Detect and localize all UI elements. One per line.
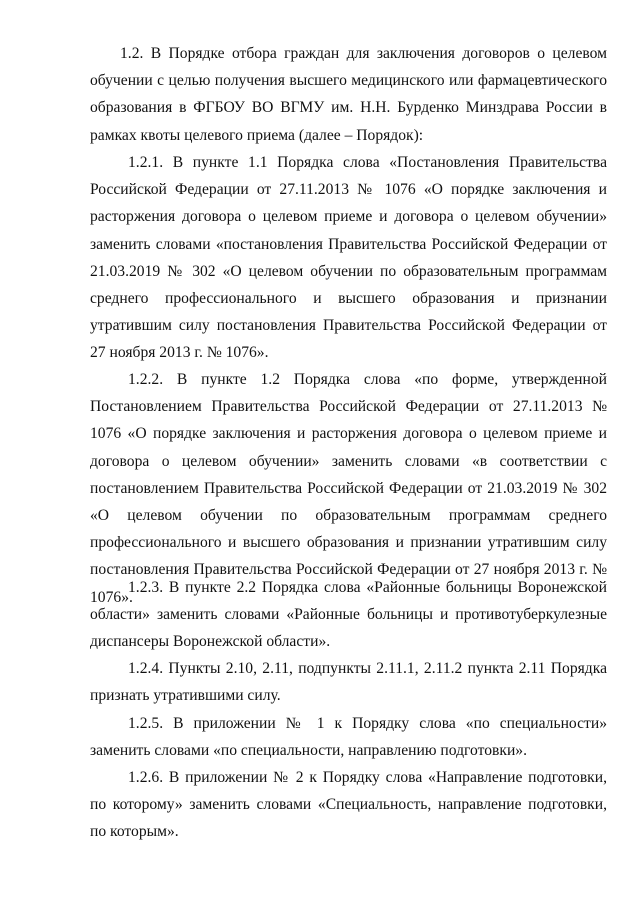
paragraph-1-2-2: 1.2.2. В пункте 1.2 Порядка слова «по форме, утвержденной Постановлением Правительства Российской Федерации от 27.11.2013 № 1076 «О порядке заключения и расторжения договора о целевом приеме и договора о целевом обучении» заменить словами «в соответствии с постановлением Правительства Российской Федерации от 21.03.2019 № 302 «О целевом обучении по образовательным программам среднего профессионального и высшего образования и признании утратившим силу постановления Правительства Российской Федерации от 27 ноября 2013 г. № 1076». [90, 371, 607, 606]
paragraph-1-2-1: 1.2.1. В пункте 1.1 Порядка слова «Постановления Правительства Российской Федерации от 27.11.2013 № 1076 «О порядке заключения и расторжения договора о целевом приеме и договора о целевом обучении» заменить словами «постановления Правительства Российской Федерации от 21.03.2019 № 302 «О целевом обучении по образовательным программам среднего профессионального и высшего образования и признании утратившим силу постановления Правительства Российской Федерации от 27 ноября 2013 г. № 1076». [90, 154, 607, 362]
paragraph-1-2-3: 1.2.3. В пункте 2.2 Порядка слова «Районные больницы Воронежской области» заменить словами «Районные больницы и противотуберкулезные диспансеры Воронежской области». [90, 579, 607, 651]
paragraph-1-2-5: 1.2.5. В приложении № 1 к Порядку слова «по специальности» заменить словами «по специальности, направлению подготовки». [90, 715, 607, 760]
paragraph-1-2-4: 1.2.4. Пункты 2.10, 2.11, подпункты 2.11.1, 2.11.2 пункта 2.11 Порядка признать утратившими силу. [90, 660, 607, 705]
paragraph-1-2: 1.2. В Порядке отбора граждан для заключения договоров о целевом обучении с целью получения высшего медицинского или фармацевтического образования в ФГБОУ ВО ВГМУ им. Н.Н. Бурденко Минздрава России в рамках квоты целевого приема (далее – Порядок): [90, 45, 607, 144]
paragraph-1-2-6: 1.2.6. В приложении № 2 к Порядку слова «Направление подготовки, по которому» заменить словами «Специальность, направление подготовки, по которым». [90, 769, 607, 841]
